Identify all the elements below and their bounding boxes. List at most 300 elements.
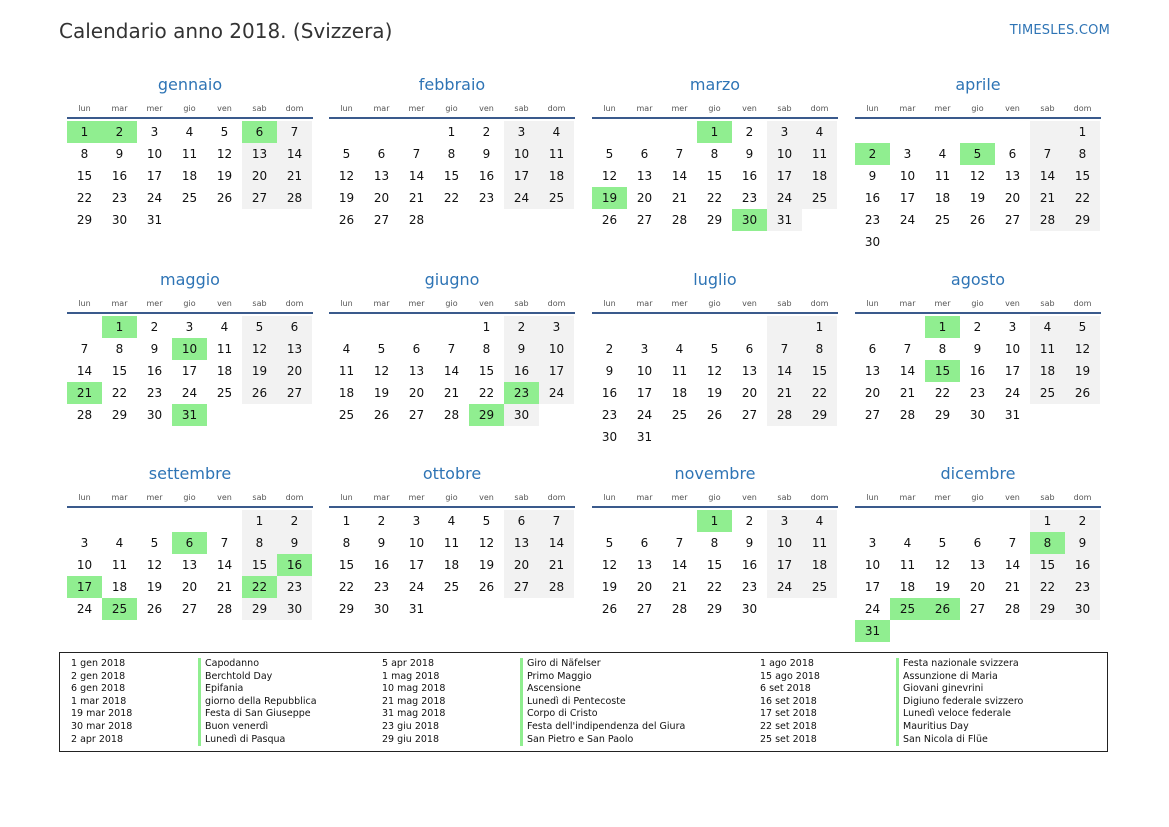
day-cell[interactable]: 26 bbox=[216, 191, 233, 205]
day-cell[interactable]: 24 bbox=[408, 580, 425, 594]
day-cell[interactable]: 25 bbox=[1030, 382, 1065, 404]
day-cell[interactable]: 20 bbox=[636, 580, 653, 594]
day-cell[interactable]: 3 bbox=[150, 125, 159, 139]
day-cell[interactable]: 12 bbox=[969, 169, 986, 183]
day-cell[interactable]: 29 bbox=[242, 598, 277, 620]
day-cell[interactable]: 2 bbox=[277, 510, 312, 532]
day-cell[interactable]: 10 bbox=[767, 532, 802, 554]
day-cell[interactable]: 6 bbox=[1008, 147, 1017, 161]
day-cell[interactable]: 18 bbox=[899, 580, 916, 594]
day-cell[interactable]: 31 bbox=[767, 209, 802, 231]
day-cell[interactable]: 23 bbox=[146, 386, 163, 400]
day-cell[interactable]: 27 bbox=[741, 408, 758, 422]
day-cell[interactable]: 2 bbox=[745, 125, 754, 139]
day-cell[interactable]: 3 bbox=[80, 536, 89, 550]
day-cell[interactable]: 16 bbox=[1065, 554, 1100, 576]
day-cell[interactable]: 10 bbox=[76, 558, 93, 572]
day-cell[interactable]: 30 bbox=[601, 430, 618, 444]
day-cell[interactable]: 28 bbox=[671, 213, 688, 227]
day-cell[interactable]: 4 bbox=[938, 147, 947, 161]
day-cell[interactable]: 13 bbox=[242, 143, 277, 165]
day-cell[interactable]: 21 bbox=[1030, 187, 1065, 209]
day-cell[interactable]: 18 bbox=[443, 558, 460, 572]
day-cell[interactable]: 28 bbox=[539, 576, 574, 598]
day-cell-holiday[interactable]: 30 bbox=[732, 209, 767, 231]
day-cell[interactable]: 27 bbox=[864, 408, 881, 422]
day-cell[interactable]: 23 bbox=[478, 191, 495, 205]
day-cell[interactable]: 31 bbox=[408, 602, 425, 616]
day-cell[interactable]: 4 bbox=[342, 342, 351, 356]
day-cell[interactable]: 12 bbox=[478, 536, 495, 550]
day-cell[interactable]: 23 bbox=[864, 213, 881, 227]
day-cell[interactable]: 7 bbox=[1008, 536, 1017, 550]
day-cell[interactable]: 24 bbox=[767, 187, 802, 209]
day-cell[interactable]: 11 bbox=[111, 558, 128, 572]
day-cell[interactable]: 20 bbox=[1004, 191, 1021, 205]
day-cell[interactable]: 9 bbox=[868, 169, 877, 183]
day-cell[interactable]: 19 bbox=[216, 169, 233, 183]
day-cell[interactable]: 14 bbox=[277, 143, 312, 165]
day-cell[interactable]: 10 bbox=[146, 147, 163, 161]
day-cell[interactable]: 28 bbox=[899, 408, 916, 422]
day-cell[interactable]: 9 bbox=[973, 342, 982, 356]
day-cell[interactable]: 12 bbox=[373, 364, 390, 378]
day-cell[interactable]: 28 bbox=[76, 408, 93, 422]
day-cell-holiday[interactable]: 1 bbox=[697, 121, 732, 143]
day-cell[interactable]: 5 bbox=[1065, 316, 1100, 338]
day-cell[interactable]: 24 bbox=[1004, 386, 1021, 400]
day-cell[interactable]: 22 bbox=[802, 382, 837, 404]
day-cell[interactable]: 22 bbox=[934, 386, 951, 400]
day-cell[interactable]: 3 bbox=[903, 147, 912, 161]
day-cell[interactable]: 29 bbox=[934, 408, 951, 422]
day-cell[interactable]: 8 bbox=[710, 536, 719, 550]
day-cell[interactable]: 19 bbox=[969, 191, 986, 205]
day-cell-holiday[interactable]: 31 bbox=[855, 620, 890, 642]
day-cell[interactable]: 17 bbox=[539, 360, 574, 382]
day-cell-holiday[interactable]: 10 bbox=[172, 338, 207, 360]
day-cell[interactable]: 27 bbox=[504, 576, 539, 598]
day-cell[interactable]: 16 bbox=[864, 191, 881, 205]
day-cell-holiday[interactable]: 26 bbox=[925, 598, 960, 620]
day-cell[interactable]: 5 bbox=[938, 536, 947, 550]
day-cell[interactable]: 5 bbox=[220, 125, 229, 139]
day-cell[interactable]: 16 bbox=[111, 169, 128, 183]
day-cell[interactable]: 17 bbox=[408, 558, 425, 572]
day-cell[interactable]: 7 bbox=[412, 147, 421, 161]
day-cell[interactable]: 24 bbox=[864, 602, 881, 616]
day-cell[interactable]: 11 bbox=[899, 558, 916, 572]
day-cell-holiday[interactable]: 6 bbox=[242, 121, 277, 143]
day-cell[interactable]: 26 bbox=[146, 602, 163, 616]
day-cell[interactable]: 21 bbox=[277, 165, 312, 187]
day-cell[interactable]: 27 bbox=[181, 602, 198, 616]
day-cell[interactable]: 9 bbox=[1065, 532, 1100, 554]
day-cell[interactable]: 5 bbox=[710, 342, 719, 356]
day-cell[interactable]: 7 bbox=[903, 342, 912, 356]
day-cell[interactable]: 4 bbox=[903, 536, 912, 550]
day-cell[interactable]: 26 bbox=[242, 382, 277, 404]
day-cell[interactable]: 23 bbox=[601, 408, 618, 422]
day-cell[interactable]: 21 bbox=[539, 554, 574, 576]
day-cell[interactable]: 25 bbox=[181, 191, 198, 205]
day-cell[interactable]: 7 bbox=[1030, 143, 1065, 165]
day-cell[interactable]: 14 bbox=[539, 532, 574, 554]
day-cell[interactable]: 26 bbox=[373, 408, 390, 422]
day-cell[interactable]: 19 bbox=[373, 386, 390, 400]
day-cell-holiday[interactable]: 25 bbox=[102, 598, 137, 620]
day-cell-holiday[interactable]: 1 bbox=[697, 510, 732, 532]
day-cell[interactable]: 25 bbox=[216, 386, 233, 400]
day-cell[interactable]: 7 bbox=[675, 147, 684, 161]
day-cell[interactable]: 17 bbox=[146, 169, 163, 183]
day-cell[interactable]: 24 bbox=[636, 408, 653, 422]
day-cell[interactable]: 30 bbox=[741, 602, 758, 616]
day-cell[interactable]: 11 bbox=[181, 147, 198, 161]
day-cell[interactable]: 20 bbox=[864, 386, 881, 400]
day-cell[interactable]: 10 bbox=[408, 536, 425, 550]
day-cell[interactable]: 2 bbox=[745, 514, 754, 528]
day-cell-holiday[interactable]: 15 bbox=[925, 360, 960, 382]
day-cell[interactable]: 3 bbox=[412, 514, 421, 528]
day-cell[interactable]: 5 bbox=[482, 514, 491, 528]
day-cell[interactable]: 8 bbox=[242, 532, 277, 554]
day-cell[interactable]: 22 bbox=[76, 191, 93, 205]
day-cell[interactable]: 14 bbox=[1030, 165, 1065, 187]
day-cell[interactable]: 11 bbox=[539, 143, 574, 165]
day-cell[interactable]: 17 bbox=[767, 165, 802, 187]
day-cell[interactable]: 22 bbox=[706, 580, 723, 594]
day-cell[interactable]: 30 bbox=[969, 408, 986, 422]
day-cell[interactable]: 8 bbox=[342, 536, 351, 550]
day-cell[interactable]: 23 bbox=[969, 386, 986, 400]
day-cell[interactable]: 5 bbox=[150, 536, 159, 550]
day-cell[interactable]: 14 bbox=[443, 364, 460, 378]
day-cell[interactable]: 30 bbox=[864, 235, 881, 249]
day-cell[interactable]: 19 bbox=[242, 360, 277, 382]
day-cell[interactable]: 26 bbox=[338, 213, 355, 227]
day-cell[interactable]: 17 bbox=[181, 364, 198, 378]
day-cell[interactable]: 1 bbox=[242, 510, 277, 532]
day-cell[interactable]: 3 bbox=[504, 121, 539, 143]
day-cell[interactable]: 17 bbox=[636, 386, 653, 400]
day-cell[interactable]: 27 bbox=[636, 602, 653, 616]
day-cell[interactable]: 21 bbox=[671, 191, 688, 205]
day-cell-holiday[interactable]: 1 bbox=[925, 316, 960, 338]
day-cell[interactable]: 2 bbox=[504, 316, 539, 338]
day-cell[interactable]: 26 bbox=[706, 408, 723, 422]
day-cell[interactable]: 9 bbox=[745, 536, 754, 550]
day-cell[interactable]: 24 bbox=[899, 213, 916, 227]
day-cell[interactable]: 18 bbox=[802, 554, 837, 576]
day-cell[interactable]: 27 bbox=[969, 602, 986, 616]
day-cell[interactable]: 25 bbox=[338, 408, 355, 422]
day-cell[interactable]: 12 bbox=[242, 338, 277, 360]
day-cell[interactable]: 6 bbox=[412, 342, 421, 356]
day-cell-holiday[interactable]: 2 bbox=[855, 143, 890, 165]
day-cell[interactable]: 26 bbox=[601, 602, 618, 616]
day-cell[interactable]: 13 bbox=[1004, 169, 1021, 183]
day-cell[interactable]: 29 bbox=[111, 408, 128, 422]
day-cell[interactable]: 19 bbox=[934, 580, 951, 594]
day-cell-holiday[interactable]: 31 bbox=[172, 404, 207, 426]
day-cell[interactable]: 3 bbox=[767, 510, 802, 532]
day-cell[interactable]: 6 bbox=[973, 536, 982, 550]
day-cell[interactable]: 22 bbox=[706, 191, 723, 205]
day-cell[interactable]: 14 bbox=[767, 360, 802, 382]
day-cell[interactable]: 24 bbox=[767, 576, 802, 598]
day-cell[interactable]: 14 bbox=[76, 364, 93, 378]
day-cell[interactable]: 13 bbox=[277, 338, 312, 360]
day-cell[interactable]: 15 bbox=[706, 169, 723, 183]
day-cell[interactable]: 26 bbox=[601, 213, 618, 227]
day-cell[interactable]: 28 bbox=[443, 408, 460, 422]
day-cell[interactable]: 30 bbox=[504, 404, 539, 426]
day-cell[interactable]: 24 bbox=[76, 602, 93, 616]
day-cell[interactable]: 4 bbox=[802, 510, 837, 532]
day-cell[interactable]: 1 bbox=[482, 320, 491, 334]
day-cell[interactable]: 18 bbox=[181, 169, 198, 183]
day-cell[interactable]: 9 bbox=[745, 147, 754, 161]
day-cell-holiday[interactable]: 17 bbox=[67, 576, 102, 598]
day-cell[interactable]: 25 bbox=[443, 580, 460, 594]
day-cell[interactable]: 17 bbox=[504, 165, 539, 187]
day-cell[interactable]: 21 bbox=[899, 386, 916, 400]
day-cell[interactable]: 19 bbox=[478, 558, 495, 572]
day-cell[interactable]: 7 bbox=[220, 536, 229, 550]
day-cell[interactable]: 3 bbox=[767, 121, 802, 143]
day-cell[interactable]: 23 bbox=[373, 580, 390, 594]
day-cell[interactable]: 4 bbox=[115, 536, 124, 550]
day-cell[interactable]: 31 bbox=[636, 430, 653, 444]
day-cell[interactable]: 18 bbox=[1030, 360, 1065, 382]
day-cell[interactable]: 5 bbox=[605, 147, 614, 161]
day-cell[interactable]: 6 bbox=[640, 536, 649, 550]
day-cell[interactable]: 22 bbox=[1065, 187, 1100, 209]
day-cell[interactable]: 26 bbox=[969, 213, 986, 227]
day-cell[interactable]: 15 bbox=[478, 364, 495, 378]
day-cell[interactable]: 4 bbox=[185, 125, 194, 139]
day-cell[interactable]: 2 bbox=[377, 514, 386, 528]
day-cell[interactable]: 4 bbox=[802, 121, 837, 143]
day-cell-holiday[interactable]: 2 bbox=[102, 121, 137, 143]
day-cell[interactable]: 20 bbox=[636, 191, 653, 205]
day-cell[interactable]: 14 bbox=[216, 558, 233, 572]
day-cell[interactable]: 6 bbox=[745, 342, 754, 356]
day-cell[interactable]: 15 bbox=[1030, 554, 1065, 576]
day-cell[interactable]: 18 bbox=[111, 580, 128, 594]
day-cell[interactable]: 27 bbox=[277, 382, 312, 404]
day-cell[interactable]: 20 bbox=[373, 191, 390, 205]
day-cell[interactable]: 20 bbox=[242, 165, 277, 187]
day-cell[interactable]: 30 bbox=[373, 602, 390, 616]
day-cell[interactable]: 22 bbox=[338, 580, 355, 594]
day-cell[interactable]: 5 bbox=[605, 536, 614, 550]
day-cell[interactable]: 28 bbox=[216, 602, 233, 616]
day-cell[interactable]: 6 bbox=[504, 510, 539, 532]
day-cell[interactable]: 27 bbox=[373, 213, 390, 227]
day-cell[interactable]: 28 bbox=[767, 404, 802, 426]
day-cell[interactable]: 7 bbox=[675, 536, 684, 550]
day-cell-holiday[interactable]: 8 bbox=[1030, 532, 1065, 554]
day-cell[interactable]: 11 bbox=[802, 143, 837, 165]
day-cell[interactable]: 8 bbox=[115, 342, 124, 356]
day-cell[interactable]: 10 bbox=[539, 338, 574, 360]
day-cell[interactable]: 1 bbox=[447, 125, 456, 139]
day-cell[interactable]: 5 bbox=[342, 147, 351, 161]
day-cell[interactable]: 22 bbox=[1030, 576, 1065, 598]
day-cell[interactable]: 13 bbox=[181, 558, 198, 572]
day-cell[interactable]: 2 bbox=[150, 320, 159, 334]
day-cell[interactable]: 9 bbox=[150, 342, 159, 356]
day-cell[interactable]: 18 bbox=[671, 386, 688, 400]
day-cell[interactable]: 8 bbox=[447, 147, 456, 161]
day-cell[interactable]: 14 bbox=[1004, 558, 1021, 572]
day-cell[interactable]: 23 bbox=[1065, 576, 1100, 598]
day-cell[interactable]: 21 bbox=[443, 386, 460, 400]
day-cell[interactable]: 27 bbox=[636, 213, 653, 227]
day-cell[interactable]: 21 bbox=[1004, 580, 1021, 594]
day-cell[interactable]: 29 bbox=[1030, 598, 1065, 620]
day-cell[interactable]: 2 bbox=[973, 320, 982, 334]
day-cell[interactable]: 3 bbox=[185, 320, 194, 334]
day-cell[interactable]: 3 bbox=[1008, 320, 1017, 334]
day-cell[interactable]: 14 bbox=[671, 169, 688, 183]
day-cell[interactable]: 24 bbox=[539, 382, 574, 404]
day-cell[interactable]: 20 bbox=[277, 360, 312, 382]
day-cell[interactable]: 12 bbox=[934, 558, 951, 572]
day-cell[interactable]: 21 bbox=[216, 580, 233, 594]
day-cell[interactable]: 12 bbox=[1065, 338, 1100, 360]
day-cell[interactable]: 8 bbox=[1065, 143, 1100, 165]
day-cell[interactable]: 10 bbox=[767, 143, 802, 165]
day-cell[interactable]: 20 bbox=[408, 386, 425, 400]
day-cell[interactable]: 4 bbox=[447, 514, 456, 528]
day-cell-holiday[interactable]: 29 bbox=[469, 404, 504, 426]
day-cell[interactable]: 17 bbox=[1004, 364, 1021, 378]
day-cell[interactable]: 1 bbox=[1065, 121, 1100, 143]
day-cell[interactable]: 27 bbox=[408, 408, 425, 422]
day-cell[interactable]: 25 bbox=[671, 408, 688, 422]
day-cell-holiday[interactable]: 19 bbox=[592, 187, 627, 209]
day-cell[interactable]: 1 bbox=[1030, 510, 1065, 532]
day-cell[interactable]: 16 bbox=[969, 364, 986, 378]
day-cell[interactable]: 12 bbox=[706, 364, 723, 378]
day-cell[interactable]: 12 bbox=[338, 169, 355, 183]
day-cell[interactable]: 21 bbox=[408, 191, 425, 205]
day-cell[interactable]: 30 bbox=[146, 408, 163, 422]
day-cell[interactable]: 22 bbox=[443, 191, 460, 205]
day-cell[interactable]: 25 bbox=[539, 187, 574, 209]
day-cell-holiday[interactable]: 25 bbox=[890, 598, 925, 620]
day-cell[interactable]: 6 bbox=[640, 147, 649, 161]
day-cell[interactable]: 23 bbox=[741, 191, 758, 205]
day-cell[interactable]: 18 bbox=[338, 386, 355, 400]
day-cell[interactable]: 23 bbox=[111, 191, 128, 205]
day-cell[interactable]: 24 bbox=[146, 191, 163, 205]
day-cell-holiday[interactable]: 23 bbox=[504, 382, 539, 404]
day-cell[interactable]: 16 bbox=[478, 169, 495, 183]
day-cell[interactable]: 29 bbox=[802, 404, 837, 426]
day-cell[interactable]: 20 bbox=[969, 580, 986, 594]
day-cell[interactable]: 3 bbox=[868, 536, 877, 550]
day-cell[interactable]: 27 bbox=[1004, 213, 1021, 227]
day-cell[interactable]: 10 bbox=[636, 364, 653, 378]
day-cell[interactable]: 15 bbox=[706, 558, 723, 572]
day-cell[interactable]: 11 bbox=[802, 532, 837, 554]
day-cell[interactable]: 28 bbox=[671, 602, 688, 616]
day-cell[interactable]: 17 bbox=[899, 191, 916, 205]
day-cell[interactable]: 18 bbox=[934, 191, 951, 205]
day-cell[interactable]: 4 bbox=[220, 320, 229, 334]
day-cell[interactable]: 16 bbox=[741, 558, 758, 572]
day-cell[interactable]: 18 bbox=[802, 165, 837, 187]
day-cell[interactable]: 9 bbox=[277, 532, 312, 554]
day-cell[interactable]: 25 bbox=[802, 187, 837, 209]
day-cell[interactable]: 13 bbox=[408, 364, 425, 378]
day-cell[interactable]: 16 bbox=[373, 558, 390, 572]
day-cell[interactable]: 24 bbox=[504, 187, 539, 209]
day-cell[interactable]: 9 bbox=[377, 536, 386, 550]
day-cell[interactable]: 25 bbox=[802, 576, 837, 598]
day-cell[interactable]: 9 bbox=[504, 338, 539, 360]
day-cell[interactable]: 23 bbox=[277, 576, 312, 598]
day-cell[interactable]: 7 bbox=[447, 342, 456, 356]
day-cell[interactable]: 25 bbox=[934, 213, 951, 227]
day-cell-holiday[interactable]: 21 bbox=[67, 382, 102, 404]
day-cell[interactable]: 12 bbox=[146, 558, 163, 572]
day-cell[interactable]: 19 bbox=[338, 191, 355, 205]
day-cell[interactable]: 2 bbox=[482, 125, 491, 139]
day-cell[interactable]: 11 bbox=[338, 364, 355, 378]
day-cell[interactable]: 29 bbox=[76, 213, 93, 227]
day-cell[interactable]: 11 bbox=[443, 536, 460, 550]
day-cell[interactable]: 8 bbox=[802, 338, 837, 360]
day-cell[interactable]: 26 bbox=[478, 580, 495, 594]
day-cell[interactable]: 15 bbox=[111, 364, 128, 378]
day-cell[interactable]: 10 bbox=[899, 169, 916, 183]
day-cell[interactable]: 13 bbox=[373, 169, 390, 183]
day-cell[interactable]: 20 bbox=[504, 554, 539, 576]
day-cell[interactable]: 29 bbox=[338, 602, 355, 616]
day-cell[interactable]: 1 bbox=[802, 316, 837, 338]
day-cell[interactable]: 27 bbox=[242, 187, 277, 209]
day-cell-holiday[interactable]: 16 bbox=[277, 554, 312, 576]
day-cell[interactable]: 3 bbox=[640, 342, 649, 356]
day-cell-holiday[interactable]: 5 bbox=[960, 143, 995, 165]
day-cell[interactable]: 15 bbox=[76, 169, 93, 183]
day-cell[interactable]: 16 bbox=[601, 386, 618, 400]
day-cell[interactable]: 17 bbox=[767, 554, 802, 576]
day-cell[interactable]: 28 bbox=[277, 187, 312, 209]
day-cell[interactable]: 12 bbox=[216, 147, 233, 161]
day-cell[interactable]: 7 bbox=[80, 342, 89, 356]
day-cell[interactable]: 12 bbox=[601, 169, 618, 183]
day-cell[interactable]: 8 bbox=[938, 342, 947, 356]
day-cell[interactable]: 2 bbox=[605, 342, 614, 356]
day-cell[interactable]: 24 bbox=[181, 386, 198, 400]
day-cell[interactable]: 4 bbox=[675, 342, 684, 356]
day-cell[interactable]: 31 bbox=[146, 213, 163, 227]
day-cell[interactable]: 23 bbox=[741, 580, 758, 594]
day-cell[interactable]: 4 bbox=[1030, 316, 1065, 338]
day-cell[interactable]: 16 bbox=[741, 169, 758, 183]
day-cell[interactable]: 9 bbox=[482, 147, 491, 161]
day-cell[interactable]: 29 bbox=[706, 213, 723, 227]
day-cell[interactable]: 13 bbox=[969, 558, 986, 572]
day-cell[interactable]: 6 bbox=[377, 147, 386, 161]
day-cell[interactable]: 7 bbox=[539, 510, 574, 532]
